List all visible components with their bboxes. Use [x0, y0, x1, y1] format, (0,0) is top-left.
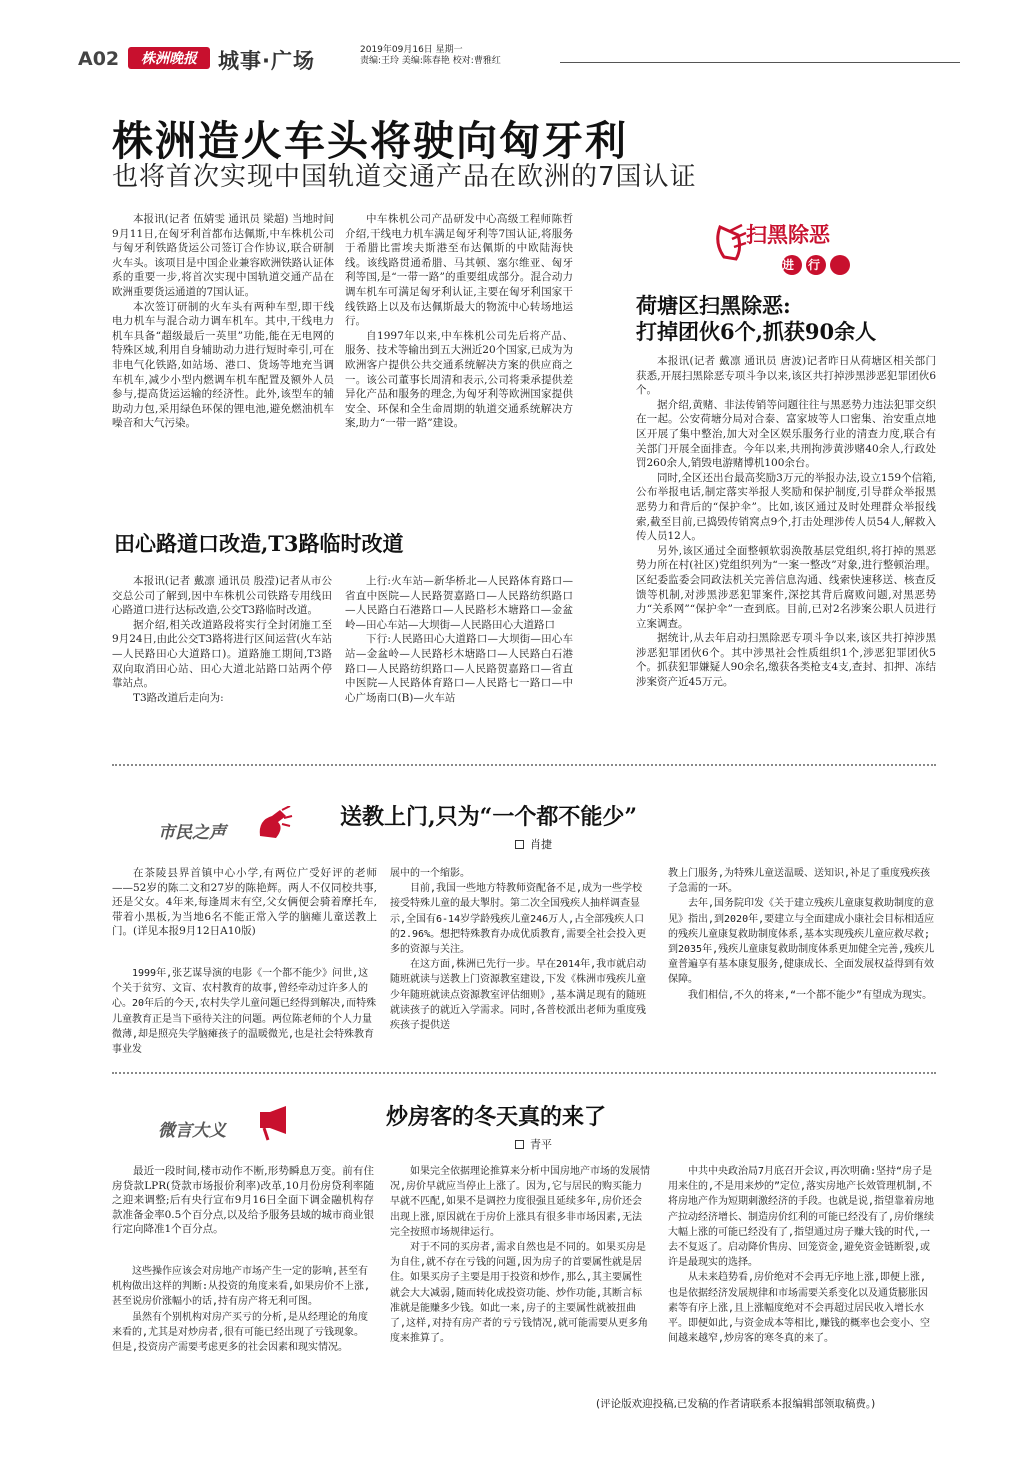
opinion2-col3 — [668, 1164, 936, 1346]
opinion2-author — [515, 1136, 552, 1152]
paragraph: 本报讯(记者 戴凛 通讯员 唐波)记者昨日从荷塘区相关部门获悉,开展扫黑除恶专项斗争以来,该区共打掉涉黑涉恶犯罪团伙6个。 — [636, 355, 936, 397]
road-article-title: 田心路道口改造,T3路临时改道 — [114, 531, 404, 556]
paragraph: 这些操作应该会对房地产市场产生一定的影响,甚至有机构做出这样的判断:从投资的角度来看,如果房价不上涨,甚至说房价涨幅小的话,持有房产将无利可图。 — [112, 1266, 371, 1308]
paragraph: 据介绍,相关改道路段将实行全封闭施工至9月24日,由此公交T3路将进行区间运营(火车站—人民路田心大道路口)。道路施工期间,T3路双向取消田心站、田心大道北站路口站两个停靠站点。 — [112, 618, 332, 690]
road-article-col1 — [112, 574, 332, 705]
main-article-col1 — [112, 212, 334, 431]
badge-title: 扫黑除恶 — [746, 223, 830, 247]
paragraph: 在这方面,株洲已先行一步。早在2014年,我市就启动随班就读与送教上门资源教室建设,下发《株洲市残疾儿童少年随班就读点资源教室评估细则》,基本满足现有的随班就读孩子的就近入学需求。同时,各普校派出老师为重度残疾孩子提供送 — [390, 959, 647, 1032]
weiyan-badge — [158, 1104, 298, 1144]
paragraph: 在茶陵县界首镇中心小学,有两位广受好评的老师——52岁的陈二文和27岁的陈艳辉。两人不仅同校共事,还是父女。4年来,每逢周末有空,父女俩便会骑着摩托车,带着小黑板,为当地6名不能正常入学的脑瘫儿童送教上门。(详见本报9月12日A10版) — [112, 867, 377, 938]
side-title-line2: 打掉团伙6个,抓获90余人 — [636, 319, 877, 344]
paragraph: 展中的一个缩影。 — [390, 868, 470, 879]
saohei-badge — [712, 213, 862, 289]
paragraph: 据统计,从去年启动扫黑除恶专项斗争以来,该区共打掉涉黑涉恶犯罪团伙6个。其中涉黑社会性质组织1个,涉恶犯罪团伙5个。抓获犯罪嫌疑人90余名,缴获各类枪支4支,查封、扣押、冻结涉案资产近45万元。 — [636, 632, 936, 689]
header-rule — [560, 62, 960, 63]
paragraph: T3路改道后走向为: — [133, 691, 224, 704]
editors-line: 责编:王玲 美编:陈春艳 校对:曹雅红 — [360, 56, 501, 66]
paragraph: 教上门服务,为特殊儿童送温暖、送知识,补足了重度残疾孩子急需的一环。 — [668, 868, 931, 895]
megaphone-icon — [254, 1104, 294, 1144]
section-divider — [112, 1072, 936, 1074]
paragraph: 中车株机公司产品研发中心高级工程师陈哲介绍,干线电力机车满足匈牙利等7国认证,将服务于希腊比雷埃夫斯港至布达佩斯的中欧陆海快线。该线路贯通希腊、马其顿、塞尔维亚、匈牙利等国,是“一带一路”的重要组成部分。混合动力调车机车可满足匈牙利认证,主要在匈牙利国家干线铁路上以及布达佩斯最大的物流中心转场地运行。 — [345, 213, 573, 328]
side-article-body — [636, 354, 936, 690]
paragraph: 下行:人民路田心大道路口—大坝街—田心车站—金盆岭—人民路杉木塘路口—人民路白石港路口—人民路纺织路口—人民路贺嘉路口—省直中医院—人民路体育路口—人民路七一路口—中心广场南口(B)—火车站 — [345, 633, 573, 704]
badge-title: 微言大义 — [158, 1121, 226, 1141]
newspaper-logo: 株洲晚报 — [128, 47, 210, 69]
paragraph: 同时,全区还出台最高奖励3万元的举报办法,设立159个信箱,公布举报电话,制定落实举报人奖励和保护制度,引导群众举报黑恶势力和背后的“保护伞”。比如,该区通过及时处理群众举报线索,截至目前,已捣毁传销窝点9个,打击处理涉传人员54人,解救入传人员12人。 — [636, 471, 936, 543]
opinion1-title: 送教上门,只为“一个都不能少” — [340, 804, 637, 830]
opinion1-col1 — [112, 866, 377, 939]
paragraph: 中共中央政治局7月底召开会议,再次明确:坚持“房子是用来住的,不是用来炒的”定位,落实房地产长效管理机制,不将房地产作为短期刺激经济的手段。也就是说,指望靠着房地产拉动经济增长、制造房价红利的可能已经没有了,房价继续大幅上涨的可能已经没有了,指望通过房子赚大钱的时代,一去不复返了。启动降价售房、回笼资金,避免资金链断裂,或许是最现实的选择。 — [668, 1166, 935, 1269]
paragraph: 本报讯(记者 戴凛 通讯员 殷滢)记者从市公交总公司了解到,因中车株机公司铁路专用线田心路道口进行达标改造,公交T3路临时改道。 — [112, 575, 332, 617]
paragraph: 目前,我国一些地方特教师资配备不足,成为一些学校接受特殊儿童的最大掣肘。第二次全国残疾人抽样调查显示,全国有6-14岁学龄残疾儿童246万人,占全部残疾人口的2.96%。想把特殊教育办成优质教育,需要全社会投入更多的资源与关注。 — [390, 883, 647, 956]
paragraph: 本次签订研制的火车头有两种车型,即干线电力机车与混合动力调车机车。其中,干线电力机车具备“超级最后一英里”功能,能在无电网的特殊区域,利用自身辅助动力进行短时牵引,可在非电气化铁路,如站场、港口、货场等地充当调车机车,减少小型内燃调车机车配置及额外人员参与,提高货运运输的经济性。此外,该型车的辅助动力包,采用绿色环保的锂电池,避免燃油机车噪音和大气污染。 — [112, 300, 334, 430]
paragraph: 1999年,张艺谋导演的电影《一个都不能少》问世,这个关于贫穷、文盲、农村教育的故事,曾经牵动过许多人的心。20年后的今天,农村失学儿童问题已经得到解决,而特殊儿童教育正是当下亟待关注的问题。两位陈老师的个人力量微薄,却是照亮失学脑瘫孩子的温暖微光,也是社会特殊教育事业发 — [112, 968, 377, 1056]
paragraph: 如果完全依据理论推算来分析中国房地产市场的发展情况,房价早就应当停止上涨了。因为,它与居民的购买能力早就不匹配,如果不是调控力度很强且延续多年,房价还会出现上涨,原因就在于房价上涨具有很多非市场因素,无法完全按照市场规律运行。 — [390, 1166, 650, 1238]
opinion2-col1b — [112, 1264, 374, 1355]
author-name: 青平 — [530, 1138, 552, 1151]
side-title-line1: 荷塘区扫黑除恶: — [636, 293, 791, 318]
paragraph: 本报讯(记者 伍婧雯 通讯员 梁超) 当地时间9月11日,在匈牙利首都布达佩斯,中车株机公司与匈牙利铁路货运公司签订合作协议,联合研制火车头。该项目是中国企业兼容欧洲铁路认证体系的重要一步,将首次实现中国轨道交通产品在欧洲重要货运通道的7国认证。 — [112, 213, 334, 298]
opinion2-col1 — [112, 1164, 374, 1237]
opinion2-title: 炒房客的冬天真的来了 — [386, 1104, 607, 1130]
paragraph: 自1997年以来,中车株机公司先后将产品、服务、技术等输出到五大洲近20个国家,已成为为欧洲客户提供公共交通系统解决方案的供应商之一。该公司董事长周清和表示,公司将秉承提供差异化产品和服务的理念,为匈牙利等欧洲国家提供安全、环保和全生命周期的轨道交通系统解决方案,助力“一带一路”建设。 — [345, 329, 573, 430]
opinion2-col2 — [390, 1164, 652, 1346]
badge-subtitle: 进行时 — [782, 258, 835, 289]
paragraph: 我们相信,不久的将来,“一个都不能少”有望成为现实。 — [688, 989, 933, 1001]
header-meta — [360, 45, 560, 67]
opinion1-col2 — [390, 866, 652, 1033]
author-name: 肖捷 — [530, 838, 552, 851]
main-article-col2 — [345, 212, 573, 431]
paragraph: 最近一段时间,楼市动作不断,形势瞬息万变。前有住房贷款LPR(贷款市场报价利率)改革,10月份房贷利率随之迎来调整;后有央行宣布9月16日全面下调金融机构存款准备金率0.5个百分点,以及给予服务县域的城市商业银行定向降准1个百分点。 — [112, 1165, 374, 1236]
paragraph: 虽然有个别机构对房产买亏的分析,是从经理论的角度来看的,尤其是对炒房者,很有可能已经出现了亏钱现象。但是,投资房产需要考虑更多的社会因素和现实情况。 — [112, 1311, 369, 1354]
author-box-icon — [515, 840, 524, 849]
paragraph: 从未来趋势看,房价绝对不会再无序地上涨,即便上涨,也是依据经济发展规律和市场需要关系变化以及通货膨胀因素等有序上涨,且上涨幅度绝对不会再超过居民收入增长水平。即便如此,与资金成本等相比,赚钱的概率也会变小、空间越来越窄,炒房客的寒冬真的来了。 — [668, 1272, 931, 1345]
paragraph: 另外,该区通过全面整顿软弱涣散基层党组织,将打掉的黑恶势力所在村(社区)党组织列为“一案一整改”对象,进行整顿治理。区纪委监委会同政法机关完善信息沟通、线索快速移送、核查反馈等机制,对涉黑涉恶犯罪案件,深挖其背后腐败问题,对黑恶势力“关系网”“保护伞”一查到底。目前,已对2名涉案公职人员进行立案调查。 — [636, 544, 936, 630]
badge-title: 市民之声 — [158, 823, 226, 843]
date-line: 2019年09月16日 星期一 — [360, 45, 463, 55]
page-number: A02 — [78, 48, 120, 70]
opinion1-col3 — [668, 866, 936, 1003]
opinion1-col1b — [112, 966, 377, 1057]
paragraph: 据介绍,黄赌、非法传销等问题往往与黑恶势力违法犯罪交织在一起。公安荷塘分局对合泰、富家坡等人口密集、治安重点地区开展了集中整治,加大对全区娱乐服务行业的清查力度,联合有关部门开展全面排查。今年以来,共刑拘涉黄涉赌40余人,行政处罚260余人,销毁电游赌博机100余台。 — [636, 398, 936, 470]
section-title: 城事·广场 — [218, 49, 315, 73]
paragraph: 上行:火车站—新华桥北—人民路体育路口—省直中医院—人民路贺嘉路口—人民路纺织路口—人民路白石港路口—人民路杉木塘路口—金盆岭—田心车站—大坝街—人民路田心大道路口 — [345, 575, 573, 631]
hand-mic-icon — [254, 806, 294, 844]
footer-note: (评论版欢迎投稿,已发稿的作者请联系本报编辑部领取稿费。) — [596, 1398, 876, 1410]
section-divider — [112, 764, 936, 766]
main-subheadline: 也将首次实现中国轨道交通产品在欧洲的7国认证 — [112, 162, 697, 192]
shimin-badge — [158, 806, 298, 846]
opinion1-author — [515, 836, 552, 852]
paragraph: 对于不同的买房者,需求自然也是不同的。如果买房是为自住,就不存在亏钱的问题,因为房子的首要属性就是居住。如果买房子主要是用于投资和炒作,那么,其主要属性就会大大减弱,随而转化成投资功能、炒作功能,其断言标准就是能赚多少钱。如此一来,房子的主要属性就被扭曲了,这样,对持有房产者的亏亏钱情况,就可能需要从更多角度来推算了。 — [390, 1242, 649, 1345]
road-article-col2 — [345, 574, 573, 705]
paragraph: 去年,国务院印发《关于建立残疾儿童康复救助制度的意见》指出,到2020年,要建立与全面建成小康社会目标相适应的残疾儿童康复救助制度体系,基本实现残疾儿童应救尽救;到2035年,残疾儿童康复救助制度体系更加健全完善,残疾儿童普遍享有基本康复服务,健康成长、全面发展权益得到有效保障。 — [668, 898, 935, 986]
main-headline: 株洲造火车头将驶向匈牙利 — [112, 117, 628, 165]
author-box-icon — [515, 1140, 524, 1149]
